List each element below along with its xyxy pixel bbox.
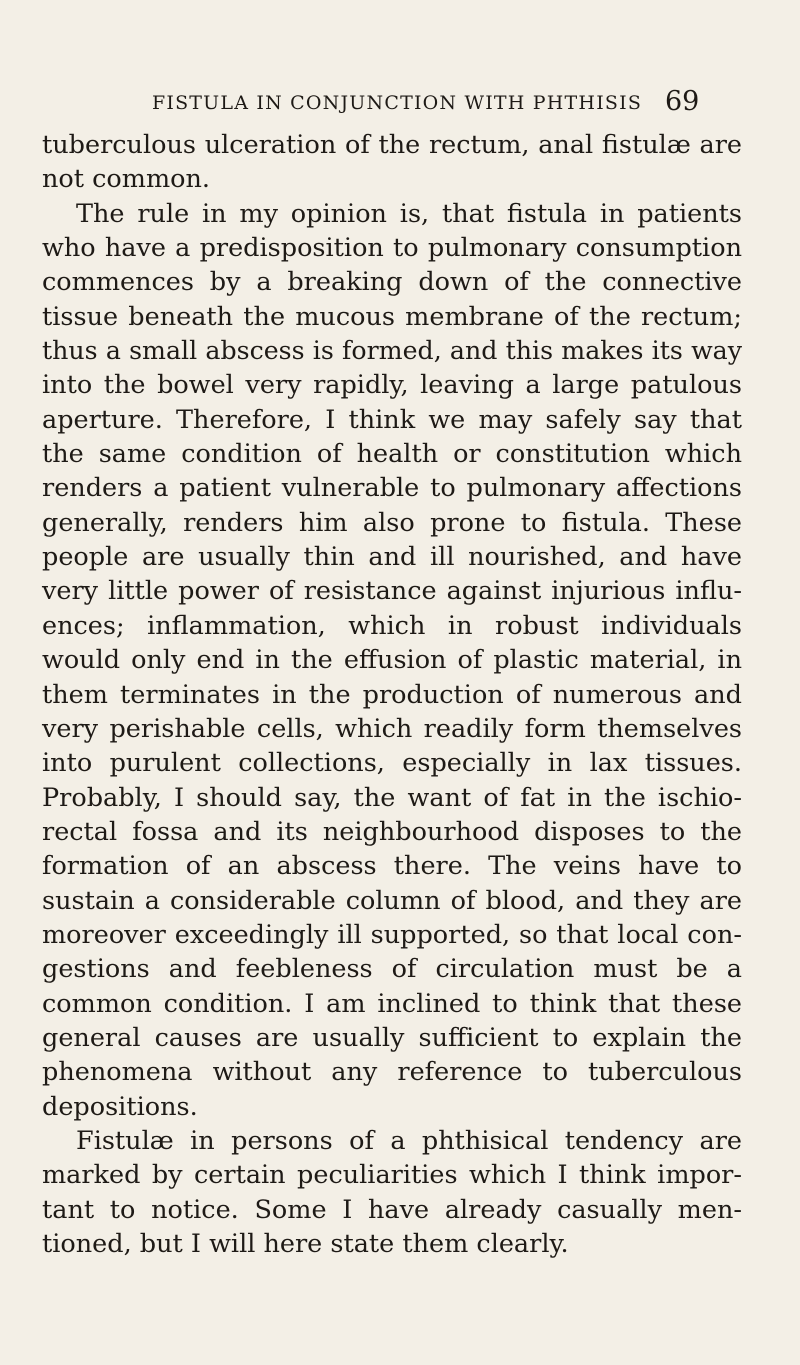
text-line: very perishable cells, which readily form themselves <box>42 713 742 744</box>
text-line: depositions. <box>42 1091 198 1122</box>
text-line: formation of an abscess there. The veins have to <box>42 851 742 882</box>
page-number: 69 <box>665 86 700 117</box>
text-line: renders a patient vulnerable to pulmonary affections <box>42 473 742 504</box>
text-line: commences by a breaking down of the connective <box>42 267 742 298</box>
text-line: gestions and feebleness of circulation must be a <box>42 954 742 985</box>
body-text <box>42 128 742 1261</box>
running-title: FISTULA IN CONJUNCTION WITH PHTHISIS <box>152 92 643 114</box>
text-line: not common. <box>42 164 211 195</box>
text-line: very little power of resistance against injurious influ- <box>42 576 742 607</box>
text-line: thus a small abscess is formed, and this makes its way <box>42 336 742 366</box>
text-line: ences; inflammation, which in robust individuals <box>42 610 742 641</box>
text-line: into the bowel very rapidly, leaving a large patulous <box>42 370 742 401</box>
text-line: rectal fossa and its neighbourhood disposes to the <box>42 816 742 847</box>
running-head <box>0 88 800 118</box>
paragraph-start-line: The rule in my opinion is, that fistula in patients <box>76 198 742 229</box>
text-line: phenomena without any reference to tuberculous <box>42 1057 742 1088</box>
text-line: Probably, I should say, the want of fat in the ischio- <box>42 782 742 813</box>
text-line: the same condition of health or constitution which <box>42 439 742 470</box>
text-line: tioned, but I will here state them clearly. <box>42 1229 569 1259</box>
text-line: people are usually thin and ill nourished, and have <box>42 542 742 573</box>
paragraph-start-line: Fistulæ in persons of a phthisical tendency are <box>76 1125 742 1156</box>
text-line: would only end in the effusion of plastic material, in <box>42 645 742 676</box>
text-line: into purulent collections, especially in lax tissues. <box>42 748 742 779</box>
text-line: moreover exceedingly ill supported, so that local con- <box>42 919 742 950</box>
text-line: generally, renders him also prone to fistula. These <box>42 507 742 538</box>
text-line: them terminates in the production of numerous and <box>42 679 742 710</box>
text-line: sustain a considerable column of blood, and they are <box>42 885 742 916</box>
text-line: general causes are usually sufficient to explain the <box>42 1022 742 1053</box>
text-line: common condition. I am inclined to think that these <box>42 988 742 1019</box>
text-line: who have a predisposition to pulmonary consumption <box>42 233 742 264</box>
text-line: tissue beneath the mucous membrane of the rectum; <box>42 301 742 332</box>
text-line: tuberculous ulceration of the rectum, anal fistulæ are <box>42 130 742 160</box>
text-line: tant to notice. Some I have already casually men- <box>42 1194 742 1225</box>
text-line: marked by certain peculiarities which I think impor- <box>42 1160 742 1191</box>
text-line: aperture. Therefore, I think we may safely say that <box>42 404 742 435</box>
